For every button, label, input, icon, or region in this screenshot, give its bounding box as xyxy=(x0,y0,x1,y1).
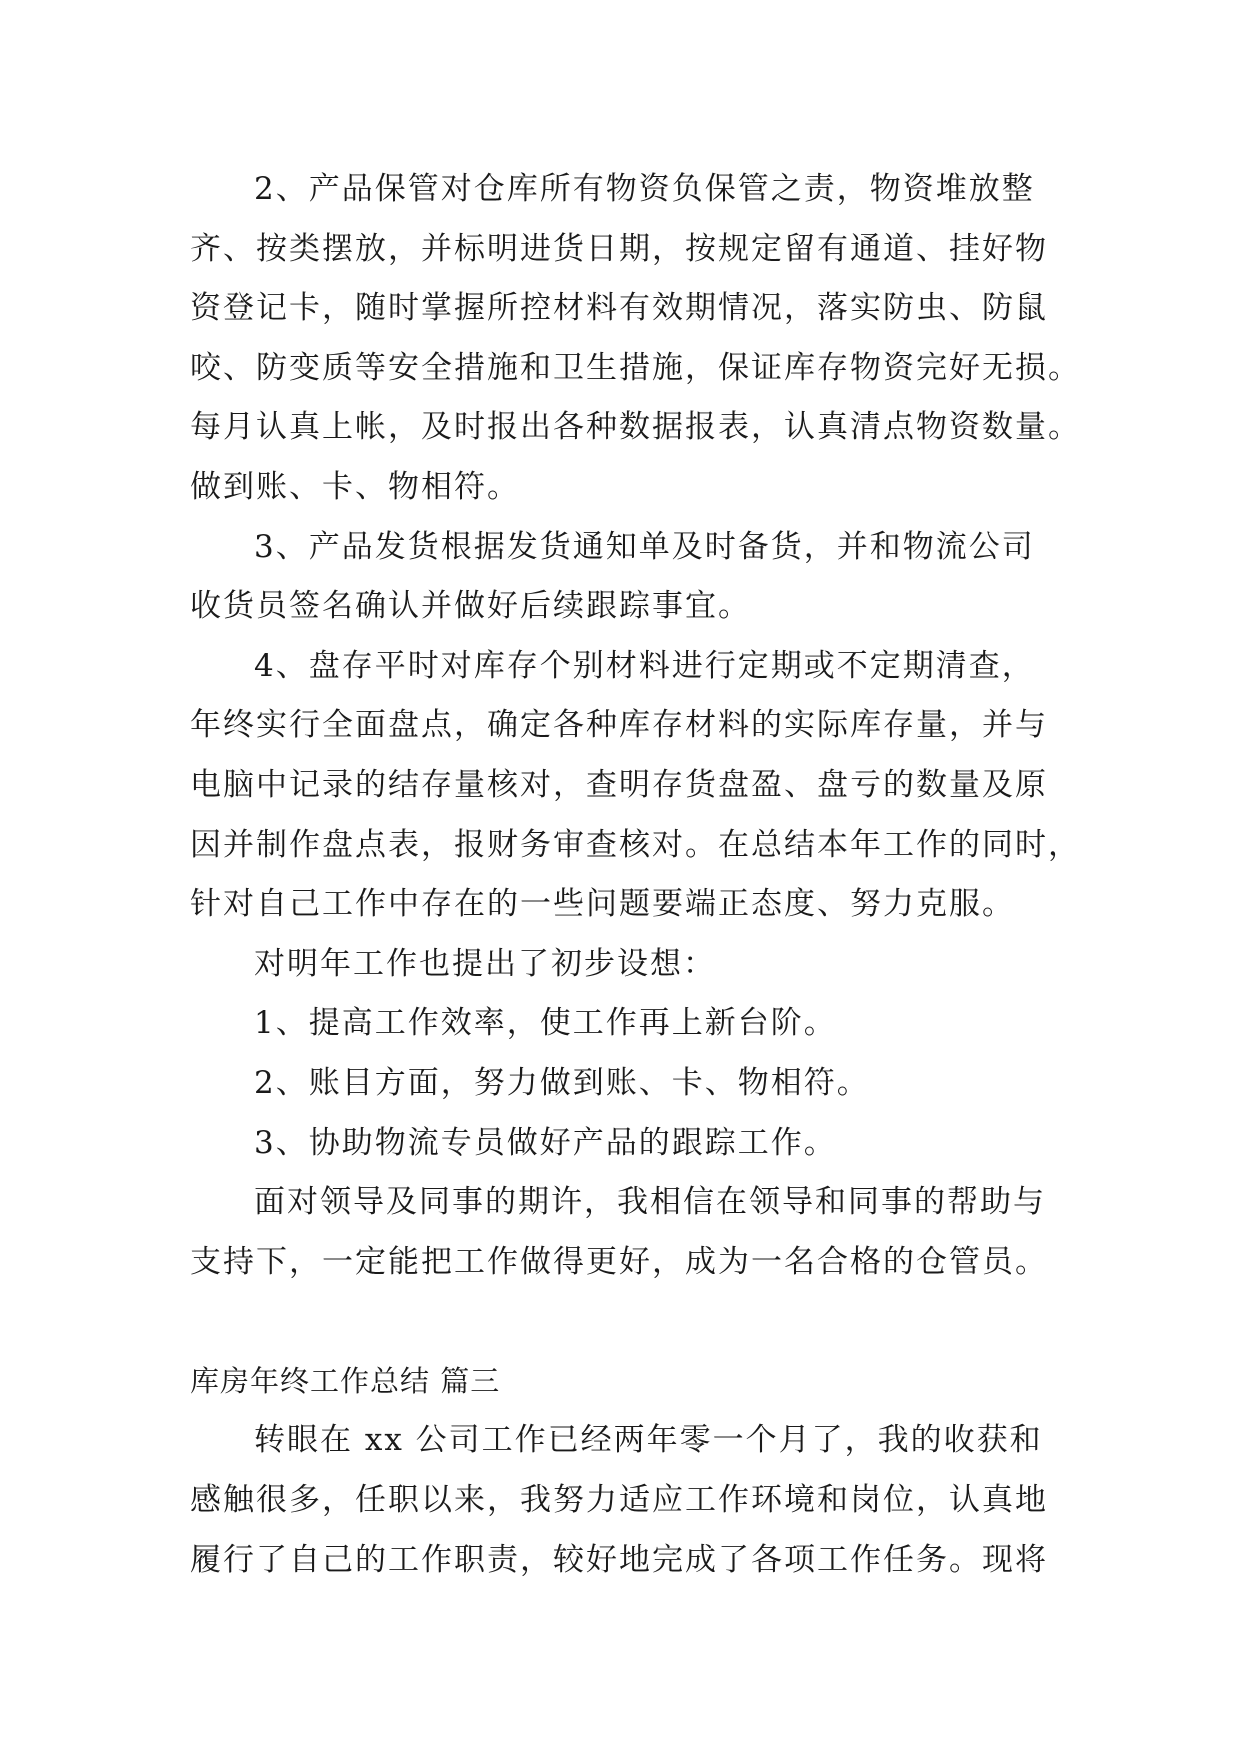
text-line: 因并制作盘点表，报财务审查核对。在总结本年工作的同时， xyxy=(190,826,1081,863)
text-line: 履行了自己的工作职责，较好地完成了各项工作任务。现将 xyxy=(190,1541,1048,1578)
paragraph xyxy=(190,637,1081,935)
text-line: 每月认真上帐，及时报出各种数据报表，认真清点物资数量。 xyxy=(190,409,1081,446)
text-line: 1、提高工作效率，使工作再上新台阶。 xyxy=(254,1005,837,1042)
text-line: 4、盘存平时对库存个别材料进行定期或不定期清查， xyxy=(254,647,1035,684)
paragraph xyxy=(190,1114,1052,1174)
text-line: 电脑中记录的结存量核对，查明存货盘盈、盘亏的数量及原 xyxy=(190,766,1048,803)
text-line: 支持下，一定能把工作做得更好，成为一名合格的仓管员。 xyxy=(190,1243,1048,1280)
text-line: 3、产品发货根据发货通知单及时备货，并和物流公司 xyxy=(254,528,1035,565)
text-line: 感触很多，任职以来，我努力适应工作环境和岗位，认真地 xyxy=(190,1482,1048,1519)
paragraph xyxy=(190,994,1052,1054)
text-line: 做到账、卡、物相符。 xyxy=(190,468,520,505)
text-line: 齐、按类摆放，并标明进货日期，按规定留有通道、挂好物 xyxy=(190,230,1048,267)
section-heading: 库房年终工作总结 篇三 xyxy=(190,1363,501,1398)
text-line: 转眼在 xx 公司工作已经两年零一个月了，我的收获和 xyxy=(254,1422,1043,1459)
text-line: 2、账目方面，努力做到账、卡、物相符。 xyxy=(254,1064,870,1101)
section-body-text xyxy=(190,1411,1052,1590)
text-line: 对明年工作也提出了初步设想： xyxy=(254,945,716,982)
text-line: 针对自己工作中存在的一些问题要端正态度、努力克服。 xyxy=(190,886,1015,923)
text-line: 收货员签名确认并做好后续跟踪事宜。 xyxy=(190,588,751,625)
body-text xyxy=(190,160,1081,1292)
paragraph xyxy=(190,935,1052,995)
text-line: 2、产品保管对仓库所有物资负保管之责，物资堆放整 xyxy=(254,171,1035,207)
paragraph xyxy=(190,1054,1052,1114)
text-line: 咬、防变质等安全措施和卫生措施，保证库存物资完好无损。 xyxy=(190,349,1081,386)
text-line: 3、协助物流专员做好产品的跟踪工作。 xyxy=(254,1124,837,1161)
text-line: 面对领导及同事的期许，我相信在领导和同事的帮助与 xyxy=(254,1184,1046,1221)
paragraph xyxy=(190,160,1081,518)
document-page xyxy=(190,160,1081,1590)
section-spacer xyxy=(190,1292,1052,1352)
text-line: 年终实行全面盘点，确定各种库存材料的实际库存量，并与 xyxy=(190,707,1048,744)
paragraph xyxy=(190,1173,1052,1292)
paragraph xyxy=(190,518,1052,637)
text-line: 资登记卡，随时掌握所控材料有效期情况，落实防虫、防鼠 xyxy=(190,290,1048,327)
paragraph xyxy=(190,1411,1052,1590)
